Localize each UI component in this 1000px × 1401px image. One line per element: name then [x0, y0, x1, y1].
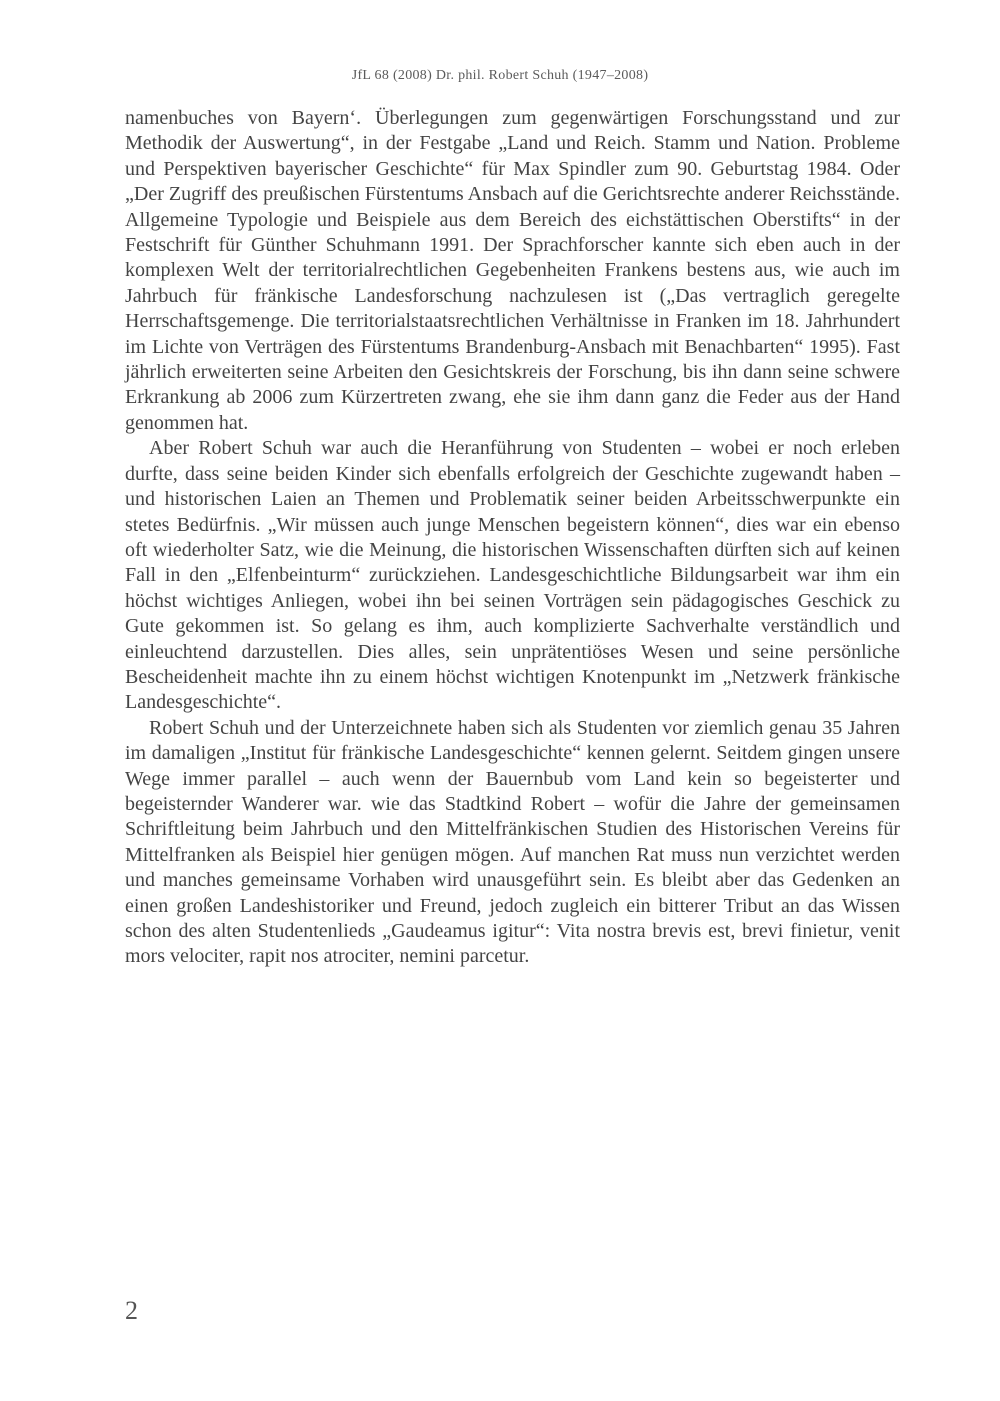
body-text	[125, 106, 900, 970]
running-header: JfL 68 (2008) Dr. phil. Robert Schuh (1947–2008)	[351, 68, 649, 83]
paragraph-1: namenbuches von Bayern‘. Überlegungen zum gegenwärtigen Forschungsstand und zur Methodik der Auswertung“, in der Festgabe „Land und Reich. Stamm und Nation. Probleme und Perspektiven bayerischer Geschichte“ für Max Spindler zum 90. Geburtstag 1984. Oder „Der Zugriff des preußischen Fürstentums Ansbach auf die Gerichtsrechte anderer Reichsstände. Allgemeine Typologie und Beispiele aus dem Bereich des eichstättischen Oberstifts“ in der Festschrift für Günther Schuhmann 1991. Der Sprachforscher kannte sich eben auch in der komplexen Welt der territorialrechtlichen Gegebenheiten Frankens bestens aus, wie auch im Jahrbuch für fränkische Landesforschung nachzulesen ist („Das vertraglich geregelte Herrschaftsgemenge. Die territorialstaatsrechtlichen Verhältnisse in Franken im 18. Jahrhundert im Lichte von Verträgen des Fürstentums Brandenburg-Ansbach mit Benachbarten“ 1995). Fast jährlich erweiterten seine Arbeiten den Gesichtskreis der Forschung, bis ihn dann seine schwere Erkrankung ab 2006 zum Kürzertreten zwang, ehe sie ihm dann ganz die Feder aus der Hand genommen hat.	[125, 107, 900, 434]
paragraph-3: Robert Schuh und der Unterzeichnete haben sich als Studenten vor ziemlich genau 35 Jahren im damaligen „Institut für fränkische Landesgeschichte“ kennen gelernt. Seitdem gingen unsere Wege immer parallel – auch wenn der Bauernbub vom Land kein so begeisterter und begeisternder Wanderer war. wie das Stadtkind Robert – wofür die Jahre der gemeinsamen Schriftleitung beim Jahrbuch und den Mittelfränkischen Studien des Historischen Vereins für Mittelfranken als Beispiel hier genügen mögen. Auf manchen Rat muss nun verzichtet werden und manches gemeinsame Vorhaben wird unausgeführt sein. Es bleibt aber das Gedenken an einen großen Landeshistoriker und Freund, jedoch zugleich ein bitterer Tribut an das Wissen schon des alten Studentenlieds „Gaudeamus igitur“: Vita nostra brevis est, brevi finietur, venit mors velociter, rapit nos atrociter, nemini parcetur.	[125, 716, 900, 968]
page-number: 2	[125, 1296, 138, 1325]
paragraph-2: Aber Robert Schuh war auch die Heranführung von Studenten – wobei er noch erleben durfte, dass seine beiden Kinder sich ebenfalls erfolgreich der Geschichte zugewandt haben – und historischen Laien an Themen und Problematik seiner beiden Arbeitsschwerpunkte ein stetes Bedürfnis. „Wir müssen auch junge Menschen begeistern können“, dies war ein ebenso oft wiederholter Satz, wie die Meinung, die historischen Wissenschaften dürften sich auf keinen Fall in den „Elfenbeinturm“ zurückziehen. Landesgeschichtliche Bildungsarbeit war ihm ein höchst wichtiges Anliegen, wobei ihn bei seinen Vorträgen sein pädagogisches Geschick zu Gute gekommen ist. So gelang es ihm, auch komplizierte Sachverhalte verständlich und einleuchtend darzustellen. Dies alles, sein unprätentiöses Wesen und seine persönliche Bescheidenheit machte ihn zu einem höchst wichtigen Knotenpunkt im „Netzwerk fränkische Landesgeschichte“.	[125, 437, 900, 714]
